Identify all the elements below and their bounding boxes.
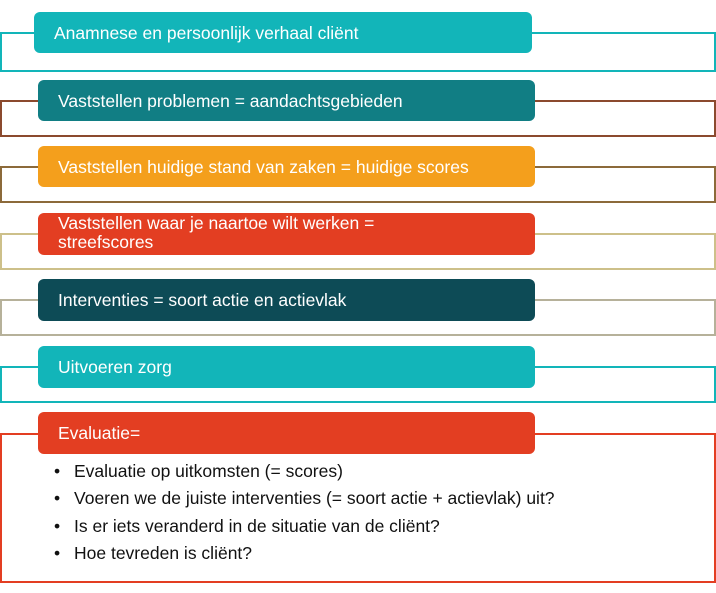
step-3-label: Vaststellen huidige stand van zaken = huidige scores bbox=[58, 156, 469, 177]
step-2-problemen bbox=[38, 80, 535, 121]
evaluation-item: • Is er iets veranderd in de situatie van de cliënt? bbox=[54, 513, 674, 540]
step-2-label: Vaststellen problemen = aandachtsgebieden bbox=[58, 90, 403, 111]
step-1-label: Anamnese en persoonlijk verhaal cliënt bbox=[54, 22, 359, 43]
step-3-huidige-stand bbox=[38, 146, 535, 187]
step-4-streefscores bbox=[38, 213, 535, 255]
evaluation-item: • Evaluatie op uitkomsten (= scores) bbox=[54, 458, 674, 485]
step-4-label: Vaststellen waar je naartoe wilt werken = streefscores bbox=[58, 213, 375, 252]
step-1-anamnese bbox=[34, 12, 532, 53]
step-5-interventies bbox=[38, 279, 535, 321]
step-7-label: Evaluatie= bbox=[58, 423, 141, 443]
step-5-label: Interventies = soort actie en actievlak bbox=[58, 290, 347, 310]
step-6-uitvoeren-zorg bbox=[38, 346, 535, 388]
evaluation-item: • Voeren we de juiste interventies (= soort actie + actievlak) uit? bbox=[54, 485, 674, 512]
step-6-label: Uitvoeren zorg bbox=[58, 357, 172, 377]
evaluation-item: • Hoe tevreden is cliënt? bbox=[54, 540, 674, 567]
evaluation-list bbox=[54, 458, 674, 567]
step-7-evaluatie bbox=[38, 412, 535, 454]
